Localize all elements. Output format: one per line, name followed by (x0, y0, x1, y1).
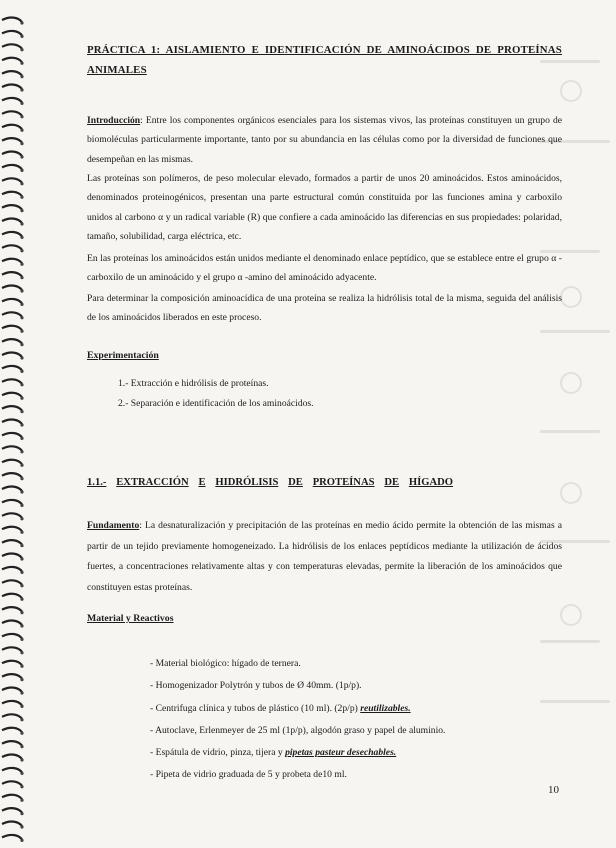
spiral-coil (2, 540, 22, 544)
spiral-coil (2, 714, 22, 718)
spiral-hole (20, 624, 23, 627)
spiral-coil (2, 406, 22, 410)
spiral-hole (20, 62, 23, 65)
spiral-coil (2, 433, 22, 437)
section-title-word: HIDRÓLISIS (215, 477, 279, 488)
spiral-hole (20, 48, 23, 51)
spiral-coil (2, 286, 22, 290)
spiral-hole (20, 638, 23, 641)
section-title-word: E (198, 477, 206, 488)
spiral-hole (20, 665, 23, 668)
material-list (150, 653, 445, 787)
spiral-coil (2, 232, 22, 236)
spiral-coil (2, 125, 22, 129)
spiral-hole (20, 330, 23, 333)
section-title-word: DE (384, 477, 400, 488)
spiral-coil (2, 205, 22, 209)
spiral-coil (2, 219, 22, 223)
spiral-hole (20, 303, 23, 306)
intro-paragraph-4: Para determinar la composición aminoacídica de una proteína se realiza la hidrólisis total de la misma, seguida del análisis de los aminoácidos liberados en este proceso. (87, 293, 562, 324)
spiral-coil (2, 111, 22, 115)
spiral-coil (2, 768, 22, 772)
spiral-hole (20, 611, 23, 614)
spiral-hole (20, 115, 23, 118)
spiral-coil (2, 607, 22, 611)
spiral-hole (20, 182, 23, 185)
spiral-coil (2, 460, 22, 464)
page-number: 10 (548, 784, 559, 796)
spiral-hole (20, 88, 23, 91)
spiral-hole (20, 584, 23, 587)
spiral-coil (2, 178, 22, 182)
spiral-hole (20, 464, 23, 467)
spiral-hole (20, 155, 23, 158)
spiral-coil (2, 473, 22, 477)
spiral-hole (20, 531, 23, 534)
spiral-coil (2, 728, 22, 732)
list-item: 1.- Extracción e hidrólisis de proteínas. (118, 378, 269, 389)
spiral-coil (2, 688, 22, 692)
spiral-hole (20, 423, 23, 426)
spiral-hole (20, 557, 23, 560)
section-title (87, 477, 453, 488)
spiral-hole (20, 517, 23, 520)
section-title-word: DE (288, 477, 303, 488)
material-heading: Material y Reactivos (87, 613, 174, 624)
list-item (150, 675, 445, 697)
section-title-word: PROTEÍNAS (312, 477, 375, 488)
item-text: - Autoclave, Erlenmeyer de 25 ml (1p/p), algodón graso y papel de aluminio. (150, 724, 446, 736)
spiral-coil (2, 138, 22, 142)
spiral-coil (2, 795, 22, 799)
spiral-coil (2, 272, 22, 276)
spiral-coil (2, 647, 22, 651)
spiral-hole (20, 263, 23, 266)
spiral-coil (2, 487, 22, 491)
spiral-coil (2, 299, 22, 303)
spiral-hole (20, 825, 23, 828)
spiral-hole (20, 276, 23, 279)
experimentacion-heading: Experimentación (87, 350, 159, 361)
intro-paragraph-1 (87, 111, 562, 169)
spiral-hole (20, 129, 23, 132)
spiral-hole (20, 196, 23, 199)
spiral-coil (2, 567, 22, 571)
spiral-hole (20, 571, 23, 574)
spiral-coil (2, 513, 22, 517)
spiral-coil (2, 31, 22, 35)
intro-text-1: : Entre los componentes orgánicos esenciales para los sistemas vivos, las proteínas constituyen un grupo de biomoléculas particularmente importante, tanto por su abundancia en las células como por la diversidad de funciones que desempeñan en las mismas. (87, 115, 562, 165)
spiral-hole (20, 397, 23, 400)
spiral-coil (2, 58, 22, 62)
spiral-coil (2, 621, 22, 625)
intro-paragraph-2: Las proteínas son polímeros, de peso molecular elevado, formados a partir de unos 20 aminoácidos. Estos aminoácidos, denominados proteinogénicos, presentan una parte estructural común constituida por las funciones amina y carboxilo unidos al carbono α y un radical variable (R) que confiere a cada aminoácido las diferencias en sus propiedades: polaridad, tamaño, solubilidad, carga eléctrica, etc. (87, 173, 562, 242)
spiral-hole (20, 343, 23, 346)
spiral-hole (20, 785, 23, 788)
spiral-coil (2, 594, 22, 598)
spiral-binding (0, 0, 26, 848)
spiral-coil (2, 701, 22, 705)
spiral-coil (2, 165, 22, 169)
spiral-coil (2, 379, 22, 383)
list-item (150, 742, 445, 764)
spiral-hole (20, 35, 23, 38)
spiral-hole (20, 544, 23, 547)
spiral-hole (20, 477, 23, 480)
spiral-hole (20, 383, 23, 386)
spiral-coil (2, 393, 22, 397)
spiral-hole (20, 236, 23, 239)
list-item: 2.- Separación e identificación de los aminoácidos. (118, 397, 314, 409)
spiral-hole (20, 678, 23, 681)
spiral-coil (2, 44, 22, 48)
spiral-coil (2, 85, 22, 89)
spiral-hole (20, 370, 23, 373)
spiral-hole (20, 839, 23, 842)
spiral-coil (2, 245, 22, 249)
spiral-hole (20, 437, 23, 440)
spiral-coil (2, 822, 22, 826)
item-text: - Espátula de vidrio, pinza, tijera y (150, 747, 286, 759)
spiral-coil (2, 326, 22, 330)
spiral-hole (20, 504, 23, 507)
spiral-hole (20, 316, 23, 319)
spiral-coil (2, 353, 22, 357)
spiral-coil (2, 98, 22, 102)
spiral-coil (2, 741, 22, 745)
spiral-hole (20, 598, 23, 601)
list-item (150, 720, 445, 742)
spiral-hole (20, 772, 23, 775)
list-item (150, 698, 445, 720)
item-emphasis: pipetas pasteur desechables. (285, 747, 397, 759)
spiral-coil (2, 312, 22, 316)
spiral-coil (2, 661, 22, 665)
spiral-hole (20, 651, 23, 654)
spiral-hole (20, 222, 23, 225)
item-text: - Material biológico: hígado de ternera. (150, 658, 301, 669)
practice-title: PRÁCTICA 1: AISLAMIENTO E IDENTIFICACIÓN DE AMINOÁCIDOS DE PROTEÍNAS ANIMALES (87, 44, 562, 76)
spiral-coil (2, 674, 22, 678)
item-emphasis: reutilizables. (360, 702, 411, 714)
spiral-coil (2, 808, 22, 812)
fundamento-text: : La desnaturalización y precipitación de las proteínas en medio ácido permite la obtención de las mismas a partir de un tejido previamente homogeneizado. La hidrólisis de los enlaces peptídicos mediante la utilización de ácidos fuertes, a concentraciones relativamente altas y con temperaturas elevadas, permite la liberación de los aminoácidos que constituyen estas proteínas. (87, 520, 562, 593)
spiral-coil (2, 554, 22, 558)
intro-label: Introducción (87, 115, 141, 126)
spiral-coil (2, 446, 22, 450)
spiral-hole (20, 745, 23, 748)
spiral-coil (2, 420, 22, 424)
spiral-hole (20, 169, 23, 172)
spiral-coil (2, 580, 22, 584)
list-item (150, 764, 445, 786)
spiral-coil (2, 259, 22, 263)
spiral-hole (20, 410, 23, 413)
section-title-word: 1.1.- (87, 477, 107, 488)
experimentacion-list (118, 374, 314, 413)
spiral-hole (20, 21, 23, 24)
spiral-coil (2, 781, 22, 785)
item-text: - Centrifuga clínica y tubos de plástico (10 ml). (2p/p) (150, 702, 361, 714)
item-text: - Pipeta de vidrio graduada de 5 y probeta de10 ml. (150, 769, 347, 781)
spiral-coil (2, 71, 22, 75)
spiral-hole (20, 691, 23, 694)
spiral-hole (20, 812, 23, 815)
spiral-hole (20, 732, 23, 735)
section-title-word: HÍGADO (408, 477, 453, 488)
section-title-word: EXTRACCIÓN (116, 477, 189, 488)
spiral-coil (2, 835, 22, 839)
spiral-hole (20, 490, 23, 493)
spiral-hole (20, 142, 23, 145)
spiral-hole (20, 102, 23, 105)
spiral-hole (20, 209, 23, 212)
fundamento-label: Fundamento (87, 520, 140, 531)
spiral-hole (20, 799, 23, 802)
spiral-hole (20, 249, 23, 252)
spiral-coil (2, 755, 22, 759)
spiral-coil (2, 527, 22, 531)
spiral-coil (2, 634, 22, 638)
spiral-hole (20, 356, 23, 359)
list-item (150, 653, 445, 675)
spiral-coil (2, 18, 22, 22)
fundamento-paragraph (87, 516, 562, 598)
spiral-hole (20, 718, 23, 721)
spiral-hole (20, 289, 23, 292)
spiral-hole (20, 75, 23, 78)
spiral-coil (2, 339, 22, 343)
spiral-coil (2, 500, 22, 504)
spiral-hole (20, 450, 23, 453)
spiral-coil (2, 152, 22, 156)
spiral-coil (2, 366, 22, 370)
intro-paragraph-3: En las proteínas los aminoácidos están unidos mediante el denominado enlace peptídico, que se establece entre el grupo α -carboxilo de un aminoácido y el grupo α -amino del aminoácido adyacente. (87, 253, 562, 284)
spiral-coil (2, 192, 22, 196)
spiral-hole (20, 758, 23, 761)
item-text: - Homogenizador Polytrón y tubos de Ø 40mm. (1p/p). (150, 680, 362, 692)
spiral-hole (20, 705, 23, 708)
